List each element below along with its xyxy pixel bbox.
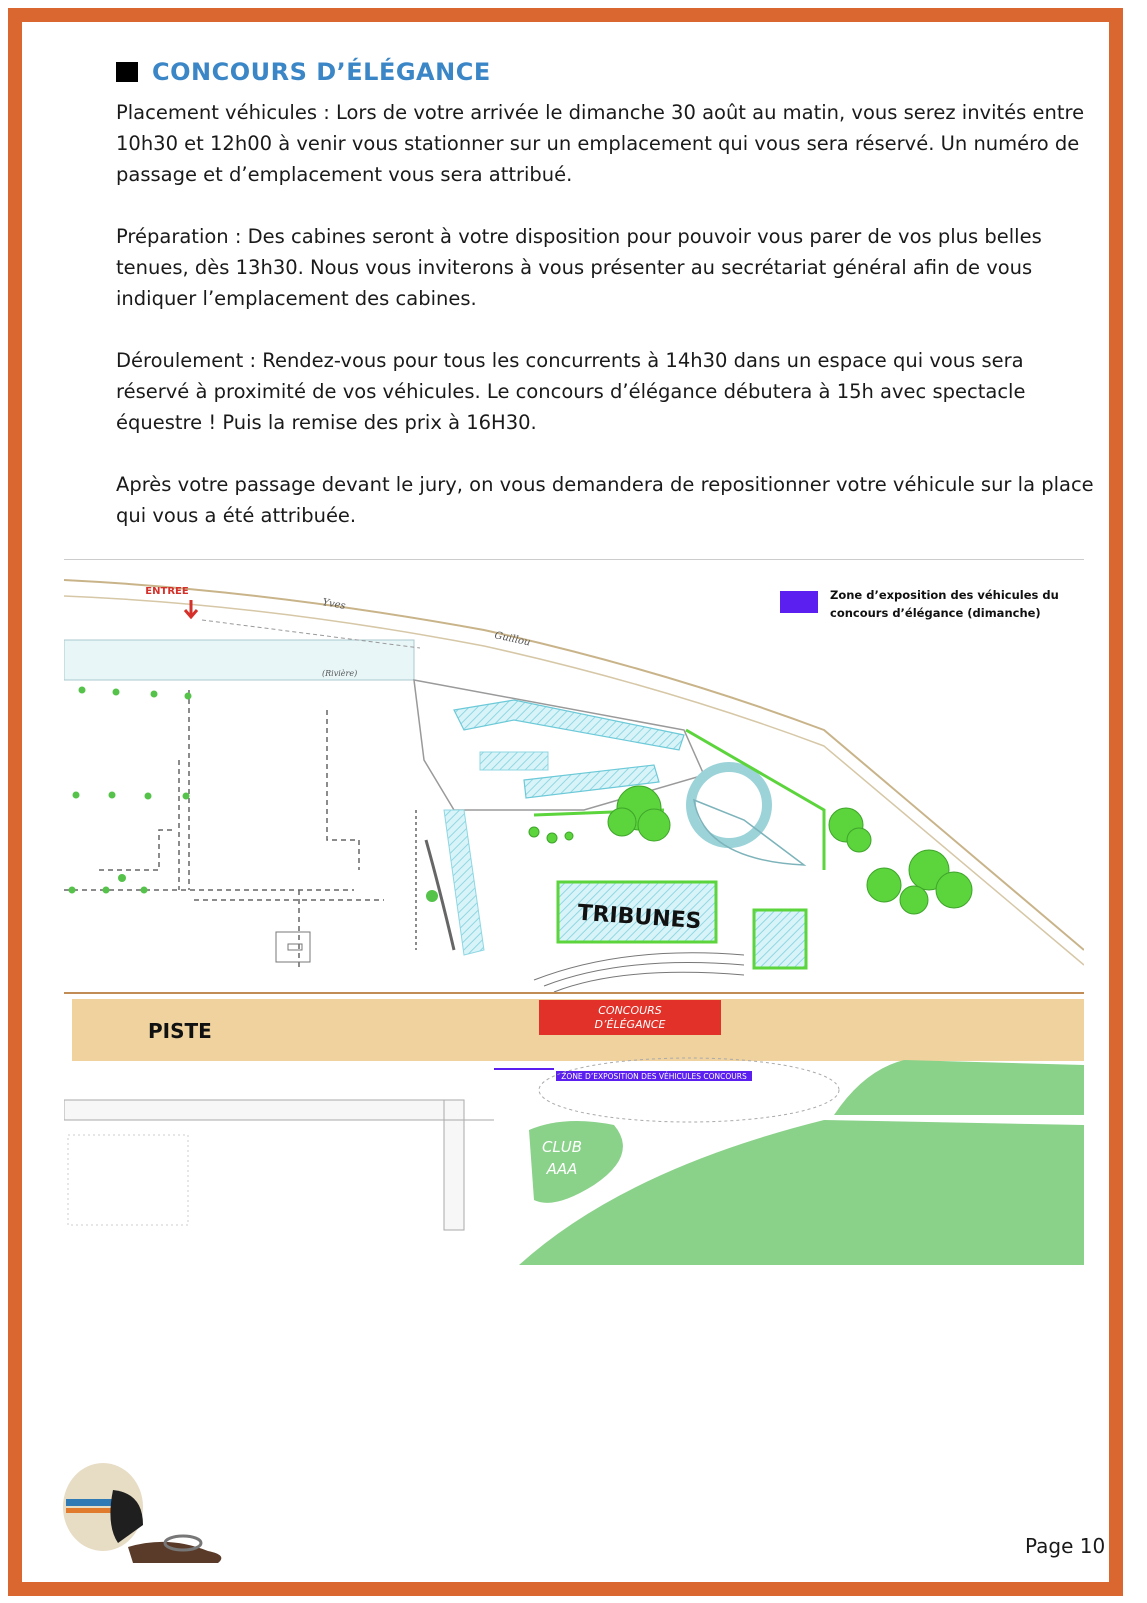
- gloves: [128, 1542, 221, 1563]
- tribunes-label: TRIBUNES: [576, 900, 703, 935]
- paragraph-after-jury: Après votre passage devant le jury, on vous demandera de repositionner votre véhicule sur la place qui vous a été attribuée.: [116, 473, 1094, 527]
- body-text: [116, 97, 1096, 562]
- river-strip: [64, 640, 414, 680]
- lower-walkway: [64, 1100, 444, 1120]
- entrance-label: ENTREE: [145, 586, 189, 597]
- page-number: Page 10: [1025, 1534, 1106, 1558]
- piste-label: PISTE: [148, 1019, 212, 1043]
- paragraph-preparation: Préparation : Des cabines seront à votre disposition pour pouvoir vous parer de vos plus belles tenues, dès 13h30. Nous vous inviterons à vous présenter au secrétariat général afin de vous indiquer l’emplacement des cabines.: [116, 225, 1042, 310]
- club-label-line-1: CLUB: [541, 1138, 583, 1156]
- paragraph-deroulement: Déroulement : Rendez-vous pour tous les concurrents à 14h30 dans un espace qui vous sera réservé à proximité de vos véhicules. Le concours d’élégance débutera à 15h avec spectacle équestre ! Puis la remise des prix à 16H30.: [116, 349, 1026, 434]
- section-heading: [116, 58, 491, 86]
- annex-building: [754, 910, 806, 968]
- river-label: (Rivière): [322, 669, 358, 678]
- legend-line-2: concours d’élégance (dimanche): [830, 606, 1041, 620]
- concours-label-line-1: CONCOURS: [598, 1004, 662, 1017]
- concours-label-line-2: D’ÉLÉGANCE: [594, 1018, 666, 1031]
- legend-line-1: Zone d’exposition des véhicules du: [830, 588, 1059, 602]
- legend-swatch: [780, 591, 818, 613]
- section-title: CONCOURS D’ÉLÉGANCE: [152, 58, 491, 86]
- exposition-banner-label: ZONE D’EXPOSITION DES VÉHICULES CONCOURS: [561, 1072, 747, 1081]
- helmet-gloves-illustration: [58, 1455, 238, 1565]
- heading-square-icon: [116, 62, 138, 82]
- street-name-yves: Yves: [321, 597, 347, 613]
- paragraph-placement: Placement véhicules : Lors de votre arrivée le dimanche 30 août au matin, vous serez invités entre 10h30 et 12h00 à venir vous stationner sur un emplacement qui vous sera réservé. Un numéro de passage et d’emplacement vous sera attribué.: [116, 101, 1085, 186]
- club-label-line-2: AAA: [546, 1160, 578, 1178]
- street-name-guillou: Guillou: [493, 630, 532, 649]
- pool-basin-2: [480, 752, 548, 770]
- site-map: [64, 559, 1084, 1280]
